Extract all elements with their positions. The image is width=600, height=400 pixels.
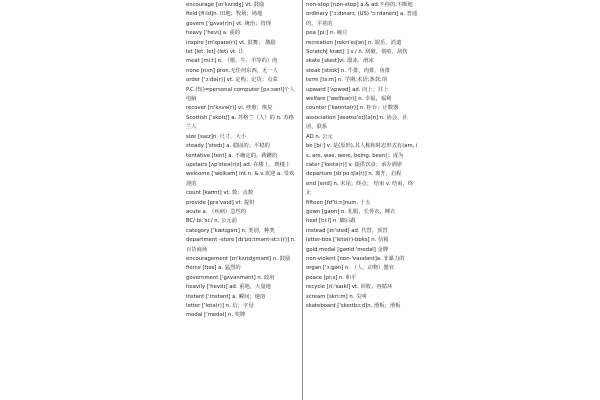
vocab-entry: skate [skeɪt]vi. 溜冰，滑冰 bbox=[306, 58, 374, 65]
vocab-entry: counter ['kaʊntə(r)] n. 柜台；计数器 bbox=[306, 105, 399, 112]
vocab-entry: tentative [tent] a. 不确定的，踌躇的 bbox=[186, 152, 278, 159]
vocab-entry: none [nʌn] pron.无任何东西，无一人 bbox=[186, 67, 278, 74]
vocab-entry: gold medal [ɡəʊld 'medəl] 金牌 bbox=[306, 246, 389, 253]
vocab-entry: departure [dɪ'pɑ:tʃə(r)] n. 离开，启程 bbox=[306, 171, 402, 178]
vocab-entry: category ['kætɪɡərɪ] n. 类别，种类 bbox=[186, 227, 275, 234]
vocab-entry: skateboard ['skeɪtbɔ:d]n. 滑板；滑板 bbox=[306, 303, 401, 309]
vocab-entry: government ['ɡʌvənmənt] n. 政府 bbox=[186, 274, 275, 281]
vocab-entry: association [əsəʊsɪ'eɪʃ(ə)n] n. 协会，社团，联系 bbox=[306, 114, 408, 131]
vocab-entry: be [bi:] v. 是(原形),其人称和时态形式有(am, is, are, was, were, being, been)；成为 bbox=[306, 143, 418, 159]
vocab-entry: letter-box ['letə(r)-bɒks] n. 信箱 bbox=[306, 237, 389, 244]
vocab-entry: encouragement [ɪn'kʌrɪdʒmənt] n. 鼓励 bbox=[186, 255, 291, 262]
vocab-entry: Scratch[ kræt∫ ] v./ n. 刮破，划痕，刮伤 bbox=[306, 49, 408, 56]
vocab-entry: welfare ['welfeə(r)] n. 幸福，福利 bbox=[306, 96, 392, 103]
vocab-entry: recycle [ri:'saɪkl] vt. 回收；再循环 bbox=[306, 284, 393, 291]
column-divider bbox=[302, 0, 303, 400]
vocab-entry: encourage [ɪn'kʌrɪdʒ] vt. 鼓励 bbox=[186, 2, 265, 8]
vocab-entry: heavy ['hevɪ] a. 重的 bbox=[186, 30, 241, 37]
vocab-entry: scream [skri:m] n. 尖叫 bbox=[306, 293, 367, 300]
vocab-entry: fierce [fɪəs] a. 猛烈的 bbox=[186, 265, 241, 272]
vocab-entry: upward ['ʌpwəd] ad. 向上；往上 bbox=[306, 86, 389, 93]
vocab-entry: end [end] n. 末尾；终点； 结束 v. 结束，终止 bbox=[306, 180, 414, 197]
vocab-entry: heavily ['hevɪlɪ] ad. 重地，大量地 bbox=[186, 284, 271, 291]
vocab-entry: peace [pi:s] n. 和平 bbox=[306, 274, 357, 281]
vocab-entry: medal ['medəl] n. 奖牌 bbox=[186, 312, 246, 319]
left-column bbox=[186, 1, 298, 321]
vocab-entry: field [fi:ld]n. 田地；牧场；场地 bbox=[186, 11, 263, 18]
vocab-entry: AD n. 公元 bbox=[306, 133, 333, 140]
vocab-entry: inspire [ɪn'spaɪə(r)] vt. 鼓舞； 激励 bbox=[186, 39, 276, 46]
vocab-entry: P.C.(短)=personal computer [pɜ:sənl]个人电脑 bbox=[186, 86, 295, 103]
vocab-entry: Scottish ['skɒtɪʃ] a. 苏格兰（人）的 n. 苏格兰人 bbox=[186, 114, 294, 131]
vocab-entry: letter ['letə(r)] n. 信；字母 bbox=[186, 303, 254, 309]
right-column bbox=[306, 1, 418, 311]
vocab-entry: organ ['ɔ:ɡən] n. （人，动物）器官 bbox=[306, 265, 395, 272]
vocab-entry: steady ['stedɪ] a. 稳固的；平稳的 bbox=[186, 143, 270, 150]
vocab-entry: upstairs [ʌp'steə(r)z] ad. 在楼上，到楼上 bbox=[186, 161, 291, 168]
vocab-entry: govern ['ɡʌvə(r)n] vt. 统治；管理 bbox=[186, 20, 272, 27]
vocab-entry: meat [mi:t] n. （猪、牛、羊等的）肉 bbox=[186, 58, 278, 65]
vocab-entry: count [kaʊnt] vt. 数；点数 bbox=[186, 190, 254, 197]
vocab-entry: recreation [rekrɪ'eɪʃən] n. 娱乐，消遣 bbox=[306, 39, 402, 46]
vocab-entry: provide [prə'vaɪd] vt. 提供 bbox=[186, 199, 255, 206]
vocab-entry: steak [steɪk] n. 牛排，肉排，鱼排 bbox=[306, 67, 391, 74]
vocab-entry: pea [pi:] n. 豌豆 bbox=[306, 30, 348, 37]
vocab-entry: cater ['keɪtə(r)] v. 提供饮食；承办酒席 bbox=[306, 161, 403, 168]
vocab-entry: let [let, let] (let) vt. 让 bbox=[186, 49, 244, 56]
vocab-entry: non-stop [nɒn-stɒp] a.& ad.不停的,不断地 bbox=[306, 2, 413, 8]
vocab-entry: fifteen [fɪf'ti:n]num. 十五 bbox=[306, 199, 371, 206]
vocab-entry: instead [ɪn'sted] ad. 代替，顶替 bbox=[306, 227, 388, 234]
vocab-entry: size [saɪz]n. 尺寸，大小 bbox=[186, 133, 247, 140]
vocab-entry: gown [ɡaʊn] n. 礼服，长外衣，睡衣 bbox=[306, 208, 396, 215]
vocab-entry: BC/ bi:'si:/ n. 公元前 bbox=[186, 218, 237, 225]
vocab-entry: instant ['ɪnstənt] a. 瞬间；速溶 bbox=[186, 293, 266, 300]
vocab-entry: ordinary ['ɔ:dɪnərɪ; (US) 'ɔ:rdənerɪ] a. 普通的，平常的 bbox=[306, 11, 418, 27]
vocab-entry: non-violent [nɒn-'vaɪələnt]a. 非暴力的 bbox=[306, 255, 405, 262]
vocab-entry: order ['ɔ:də(r)] vt. 定购；定货；点菜 bbox=[186, 77, 278, 84]
vocab-entry: welcome ['welkəm] int.n. & v.欢迎 a. 受欢迎的 bbox=[186, 171, 295, 187]
vocab-entry: acute a. （疾病）急性的 bbox=[186, 208, 247, 215]
vocab-entry: recover [rɪ'kʌvə(r)] vi. 痊愈；恢复 bbox=[186, 105, 273, 112]
vocab-entry: department -store [dɪ'pɑ:tmənt-stɔ:(r)] n. 百货商场 bbox=[186, 237, 296, 253]
vocab-entry: term [tɜ:m] n. 学期;术语;条款;项 bbox=[306, 77, 388, 84]
vocab-entry: heel [hi:l] n. 脚后跟 bbox=[306, 218, 356, 225]
